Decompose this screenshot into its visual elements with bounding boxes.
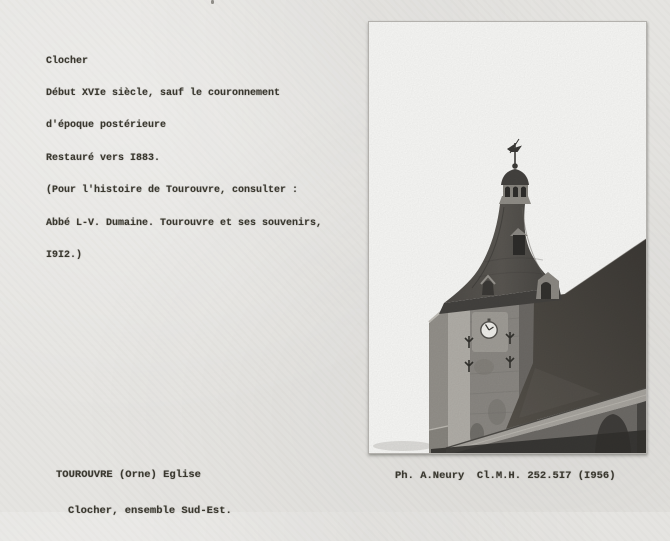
description-line: Début XVIe siècle, sauf le couronnement (46, 87, 281, 99)
description-line: Abbé L-V. Dumaine. Tourouvre et ses souvenirs, (46, 217, 323, 229)
credit-line: Ph. A.Neury Cl.M.H. 252.5I7 (I956) (395, 470, 616, 482)
church-photo (369, 22, 646, 453)
caption-block (56, 445, 232, 541)
description-line: I9I2.) (46, 249, 83, 261)
description-block (46, 35, 322, 283)
caption-subject: Clocher, ensemble Sud-Est. (68, 505, 232, 517)
description-line: Clocher (46, 55, 89, 67)
description-line: Restauré vers I883. (46, 152, 161, 164)
photo-frame (368, 21, 647, 454)
scan-speck (211, 0, 214, 4)
description-line: d'époque postérieure (46, 120, 167, 132)
description-line: (Pour l'histoire de Tourouvre, consulter : (46, 185, 299, 197)
photo-grain-overlay (369, 22, 646, 453)
caption-location: TOUROUVRE (Orne) Eglise (56, 469, 201, 481)
